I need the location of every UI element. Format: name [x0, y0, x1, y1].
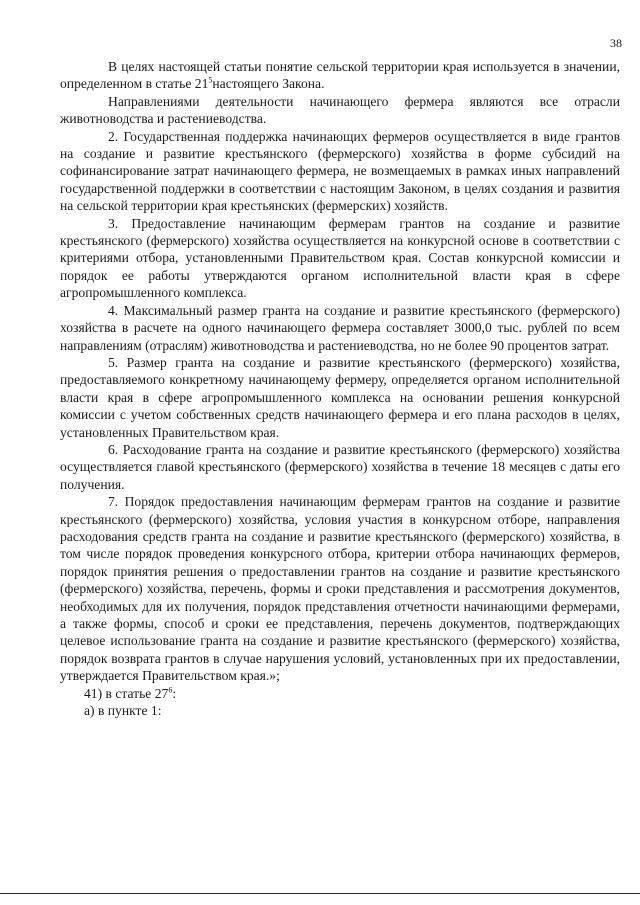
list-item-41: 41) в статье $27^6$: [84, 685, 177, 701]
document-body [60, 58, 620, 719]
paragraph-activity-directions: Направлениями деятельности начинающего фермера являются все отрасли животноводства и растениеводства. [60, 93, 620, 127]
paragraph-item-4: 4. Максимальный размер гранта на создание и развитие крестьянского (фермерского) хозяйства в расчете на одного начинающего фермера составляет 3000,0 тыс. рублей по всем направлениям (отраслям) животноводства и растениеводства, но не более 90 процентов затрат. [60, 302, 620, 353]
paragraph-item-2: 2. Государственная поддержка начинающих фермеров осуществляется в виде грантов на создание и развитие крестьянского (фермерского) хозяйства в форме субсидий на софинансирование затрат начинающего фермера, не возмещаемых в рамках иных направлений государственной поддержки в соответствии с настоящим Законом, в целях создания и развития на сельской территории края крестьянских (фермерских) хозяйств. [60, 128, 620, 214]
paragraph-item-7: 7. Порядок предоставления начинающим фермерам грантов на создание и развитие крестьянского (фермерского) хозяйства, условия участия в конкурсном отборе, направления расходования средств гранта на создание и развитие крестьянского (фермерского) хозяйства, в том числе порядок проведения конкурсного отбора, критерии отбора начинающих фермеров, порядок принятия решения о предоставлении грантов на создание и развитие крестьянского (фермерского) хозяйства, перечень, формы и сроки представления и рассмотрения документов, необходимых для их получения, порядок представления отчетности начинающими фермерами, а также формы, способ и сроки ее представления, перечень документов, подтверждающих целевое использование гранта на создание и развитие крестьянского (фермерского) хозяйства, порядок возврата грантов в случае нарушения условий, установленных при их предоставлении, утверждается Правительством края.»; [60, 494, 620, 684]
paragraph-item-6: 6. Расходование гранта на создание и развитие крестьянского (фермерского) хозяйства осуществляется главой крестьянского (фермерского) хозяйства в течение 18 месяцев с даты его получения. [60, 441, 620, 492]
paragraph-item-5: 5. Размер гранта на создание и развитие крестьянского (фермерского) хозяйства, предоставляемого конкретному начинающему фермеру, определяется органом исполнительной власти края в сфере агропромышленного комплекса на основании решения конкурсной комиссии с учетом собственных средств начинающего фермера и его плана расходов в целях, установленных Правительством края. [60, 354, 620, 440]
paragraph-rural-territory: В целях настоящей статьи понятие сельской территории края используется в значении, определенном в статье $21^5настоящего$ Закона. [60, 59, 620, 92]
list-item-a: а) в пункте 1: [84, 703, 162, 719]
page-number: 38 [610, 36, 622, 50]
paragraph-item-3: 3. Предоставление начинающим фермерам грантов на создание и развитие крестьянского (фермерского) хозяйства осуществляется на конкурсной основе в соответствии с критериями отбора, установленными Правительством края. Состав конкурсной комиссии и порядок ее работы утверждаются органом исполнительной власти края в сфере агропромышленного комплекса. [60, 215, 620, 301]
page-bottom-border [0, 893, 640, 894]
